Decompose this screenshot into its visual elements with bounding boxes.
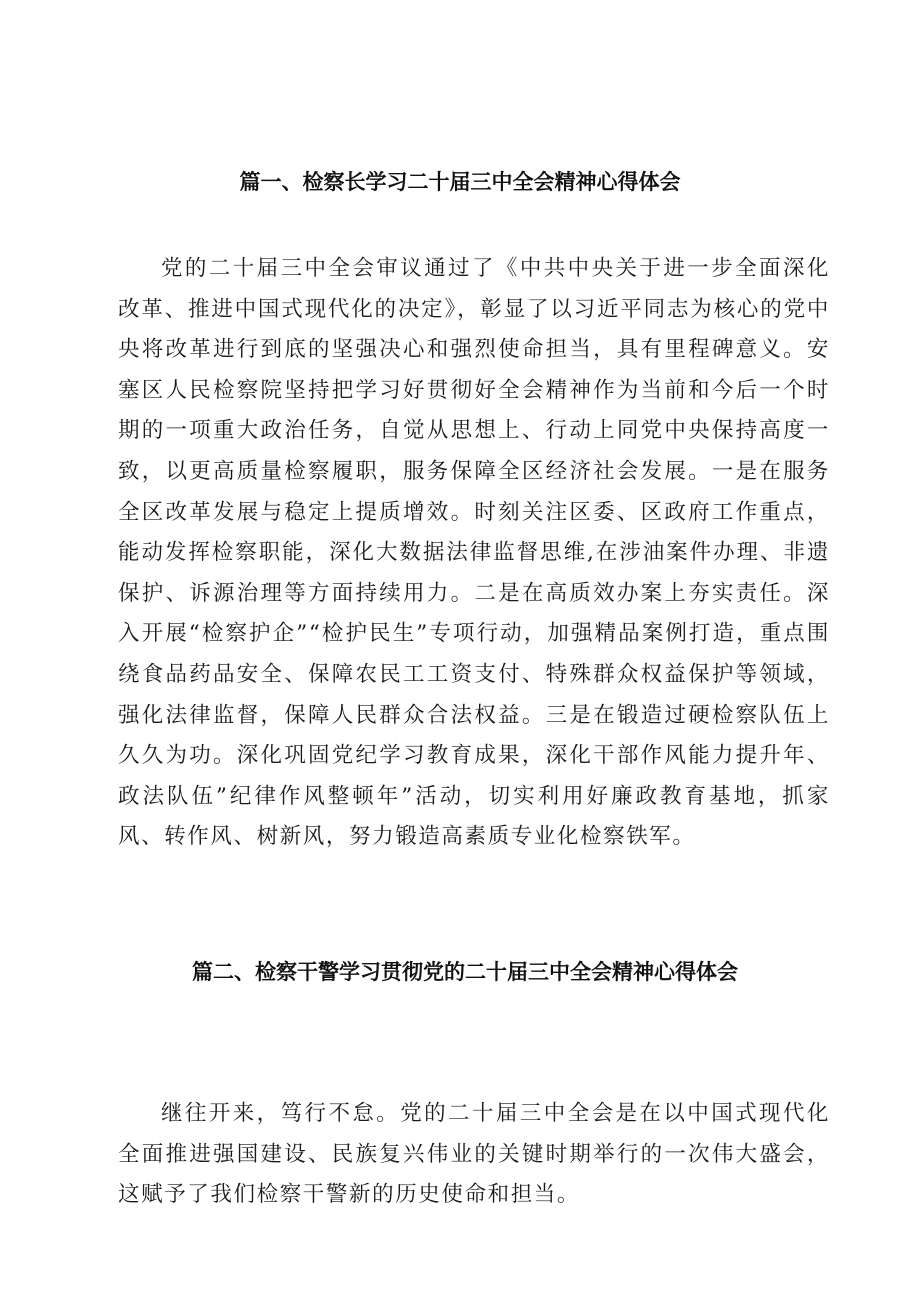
section2-body: 继往开来，笃行不怠。党的二十届三中全会是在以中国式现代化全面推进强国建设、民族复兴伟业的关键时期举行的一次伟大盛会，这赋予了我们检察干警新的历史使命和担当。 — [118, 1101, 830, 1208]
section2-title: 篇二、检察干警学习贯彻党的二十届三中全会精神心得体会 — [192, 960, 738, 984]
section1-body: 党的二十届三中全会审议通过了《中共中央关于进一步全面深化改革、推进中国式现代化的决定》，彰显了以习近平同志为核心的党中央将改革进行到底的坚强决心和强烈使命担当，具有里程碑意义。安塞区人民检察院坚持把学习好贯彻好全会精神作为当前和今后一个时期的一项重大政治任务，自觉从思想上、行动上同党中央保持高度一致，以更高质量检察履职，服务保障全区经济社会发展。一是在服务全区改革发展与稳定上提质增效。时刻关注区委、区政府工作重点，能动发挥检察职能，深化大数据法律监督思维,在涉油案件办理、非遗保护、诉源治理等方面持续用力。二是在高质效办案上夯实责任。深入开展“检察护企”“检护民生”专项行动，加强精品案例打造，重点围绕食品药品安全、保障农民工工资支付、特殊群众权益保护等领域，强化法律监督，保障人民群众合法权益。三是在锻造过硬检察队伍上久久为功。深化巩固党纪学习教育成果，深化干部作风能力提升年、政法队伍”纪律作风整顿年”活动，切实利用好廉政教育基地，抓家风、转作风、树新风，努力锻造高素质专业化检察铁军。 — [118, 256, 830, 850]
section1-title: 篇一、检察长学习二十届三中全会精神心得体会 — [239, 170, 681, 194]
